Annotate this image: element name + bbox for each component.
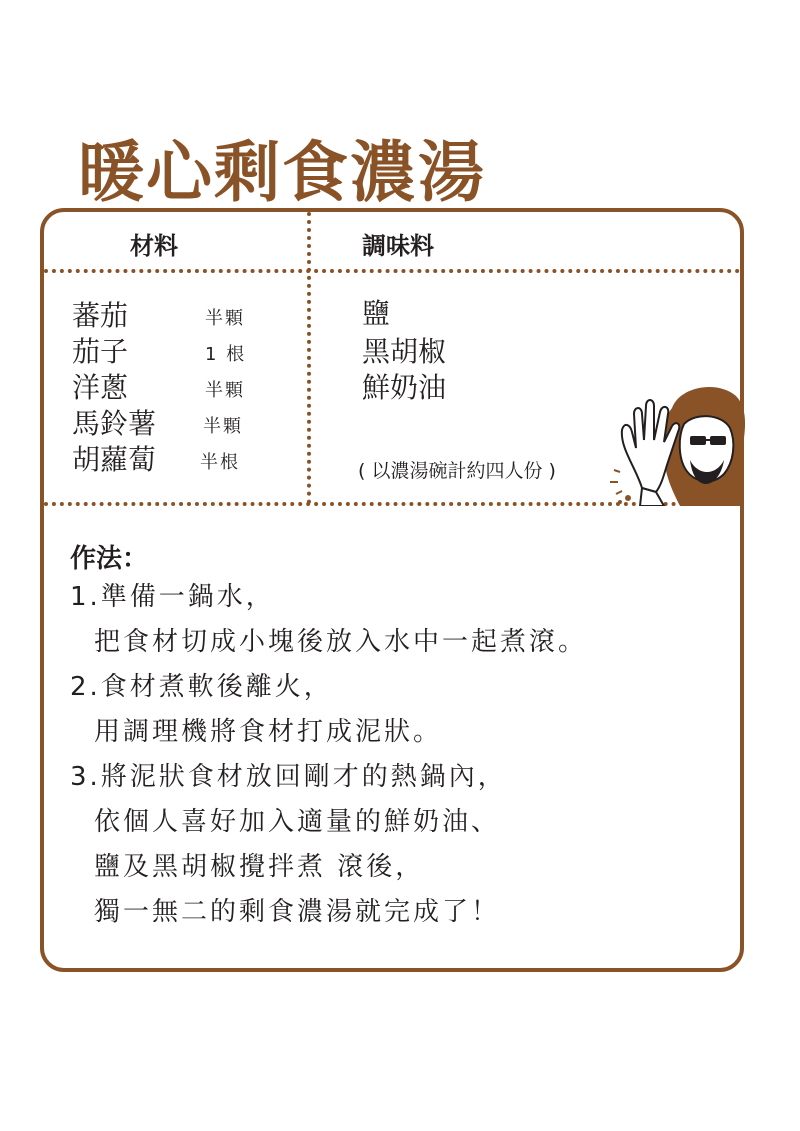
- method-title: 作法：: [70, 544, 149, 574]
- step-line: 獨一無二的剩食濃湯就完成了！: [94, 897, 501, 927]
- ingredient-qty: 半顆: [205, 308, 245, 329]
- ingredient-name: 蕃茄: [72, 299, 129, 332]
- ingredient-qty: 1 根: [205, 344, 247, 365]
- step-line: 用調理機將食材打成泥狀。: [94, 717, 443, 747]
- step-line: 鹽及黑胡椒攪拌煮 滾後，: [94, 852, 425, 882]
- step-line: 2.食材煮軟後離火，: [70, 672, 333, 702]
- step-line: 把食材切成小塊後放入水中一起煮滾。: [94, 627, 588, 657]
- step-line: 1.準備一鍋水，: [70, 582, 275, 612]
- step-line: 依個人喜好加入適量的鮮奶油、: [94, 807, 501, 837]
- column-divider: [307, 212, 311, 504]
- recipe-title: 暖心剩食濃湯: [78, 134, 486, 211]
- step-line: 3.將泥狀食材放回剛才的熱鍋內，: [70, 762, 507, 792]
- surprised-chef-illustration: [606, 378, 746, 506]
- ingredient-qty: 半顆: [203, 416, 243, 437]
- ingredient-name: 洋蔥: [72, 371, 129, 404]
- ingredient-name: 馬鈴薯: [72, 407, 157, 440]
- seasoning-item: 鹽: [362, 297, 391, 330]
- seasoning-header: 調味料: [362, 232, 434, 260]
- header-divider: [44, 269, 740, 273]
- ingredient-qty: 半根: [200, 452, 240, 473]
- seasoning-item: 黑胡椒: [362, 335, 447, 368]
- ingredient-qty: 半顆: [205, 380, 245, 401]
- serving-note: ( 以濃湯碗計約四人份 ): [358, 460, 556, 482]
- ingredient-name: 茄子: [72, 335, 129, 368]
- ingredient-name: 胡蘿蔔: [72, 443, 157, 476]
- ingredients-header: 材料: [130, 232, 178, 260]
- seasoning-item: 鮮奶油: [362, 371, 447, 404]
